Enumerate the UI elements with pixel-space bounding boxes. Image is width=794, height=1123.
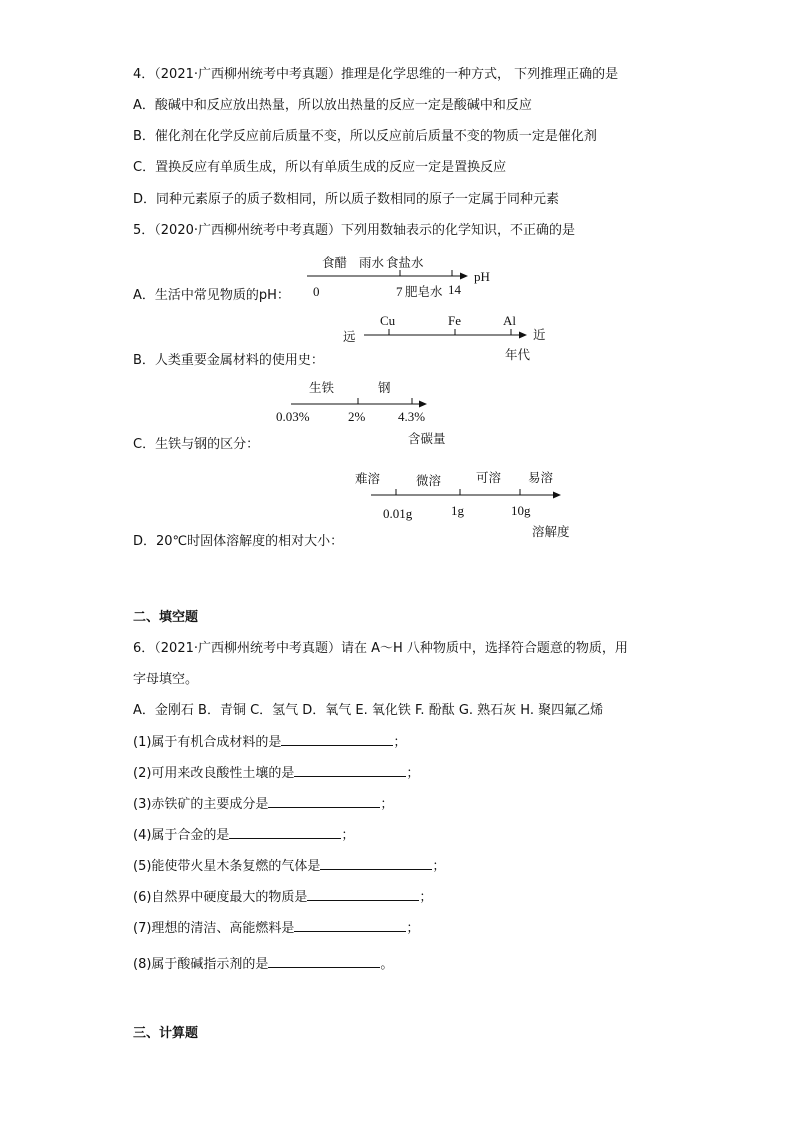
- q6-item: [133, 888, 432, 907]
- label-very-soluble: 易溶: [528, 470, 554, 485]
- q6-item-text: (7)理想的清洁、高能燃料是: [133, 921, 295, 936]
- label-slightly-soluble: 微溶: [416, 473, 442, 488]
- metal-cu: Cu: [380, 313, 396, 328]
- ph-label-rain: 雨水: [359, 255, 385, 270]
- q6-item-end: ；: [406, 921, 420, 936]
- q4-option-b: B．催化剂在化学反应前后质量不变，所以反应前后质量不变的物质一定是催化剂: [133, 129, 597, 144]
- answer-blank[interactable]: [307, 888, 419, 901]
- ph-label-saltwater: 食盐水: [386, 255, 424, 270]
- answer-blank[interactable]: [268, 795, 380, 808]
- history-caption: 年代: [505, 347, 531, 362]
- q6-item-end: ；: [432, 859, 446, 874]
- answer-blank[interactable]: [268, 955, 380, 968]
- q6-stem-line2: 字母填空。: [133, 672, 199, 687]
- q6-item: [133, 795, 393, 814]
- label-pig-iron: 生铁: [309, 380, 335, 395]
- ph-label-soapwater: 肥皂水: [405, 284, 443, 299]
- section-fill-in-title: 二、填空题: [133, 610, 199, 625]
- q5-stem: 5．（2020·广西柳州统考中考真题）下列用数轴表示的化学知识，不正确的是: [133, 223, 575, 238]
- label-soluble: 可溶: [476, 470, 502, 485]
- history-far: 远: [343, 329, 356, 344]
- q5-option-d: D．20℃时固体溶解度的相对大小：: [133, 534, 344, 549]
- answer-blank[interactable]: [229, 826, 341, 839]
- q6-item-text: (5)能使带火星木条复燃的气体是: [133, 859, 321, 874]
- section-calculation-title: 三、计算题: [133, 1026, 199, 1041]
- q6-item-text: (1)属于有机合成材料的是: [133, 735, 282, 750]
- q6-item: [133, 733, 406, 752]
- ph-label-vinegar: 食醋: [322, 255, 348, 270]
- solubility-tick-10: 10g: [511, 503, 531, 518]
- ph-tick-7: 7: [396, 284, 403, 299]
- q4-option-c: C．置换反应有单质生成，所以有单质生成的反应一定是置换反应: [133, 160, 507, 175]
- q4-stem: 4．（2021·广西柳州统考中考真题）推理是化学思维的一种方式， 下列推理正确的是: [133, 67, 619, 82]
- metal-al: Al: [503, 313, 516, 328]
- q6-item: [133, 919, 419, 938]
- q6-choices: A．金刚石 B．青铜 C．氢气 D．氧气 E. 氧化铁 F. 酚酞 G. 熟石灰 H. 聚四氟乙烯: [133, 703, 604, 718]
- q6-item-text: (4)属于合金的是: [133, 828, 230, 843]
- q6-item-text: (8)属于酸碱指示剂的是: [133, 957, 269, 972]
- label-steel: 钢: [378, 380, 391, 395]
- q6-item-end: ；: [393, 735, 407, 750]
- q6-item-text: (3)赤铁矿的主要成分是: [133, 797, 269, 812]
- history-near: 近: [533, 327, 546, 342]
- q6-item-end: ；: [419, 890, 433, 905]
- carbon-tick-43: 4.3%: [398, 409, 426, 424]
- q4-option-d: D．同种元素原子的质子数相同，所以质子数相同的原子一定属于同种元素: [133, 192, 560, 207]
- q6-item: [133, 764, 419, 783]
- solubility-tick-001: 0.01g: [383, 506, 413, 521]
- q6-stem-line1: 6．（2021·广西柳州统考中考真题）请在 A～H 八种物质中，选择符合题意的物质，用: [133, 641, 628, 656]
- metal-fe: Fe: [448, 313, 461, 328]
- q5-option-a: A．生活中常见物质的pH：: [133, 288, 290, 303]
- carbon-tick-2: 2%: [348, 409, 366, 424]
- carbon-tick-003: 0.03%: [276, 409, 310, 424]
- q5-option-c: C．生铁与钢的区分：: [133, 437, 260, 452]
- carbon-caption: 含碳量: [408, 431, 446, 446]
- q6-item: [133, 955, 393, 974]
- answer-blank[interactable]: [294, 919, 406, 932]
- ph-tick-0: 0: [313, 284, 320, 299]
- q6-item-end: 。: [380, 957, 394, 972]
- solubility-caption: 溶解度: [532, 524, 570, 539]
- ph-unit: pH: [474, 269, 490, 284]
- answer-blank[interactable]: [281, 733, 393, 746]
- q6-item-end: ；: [406, 766, 420, 781]
- q6-item-end: ；: [341, 828, 355, 843]
- q6-item: [133, 826, 354, 845]
- ph-tick-14: 14: [448, 282, 461, 297]
- q6-item-text: (2)可用来改良酸性土壤的是: [133, 766, 295, 781]
- answer-blank[interactable]: [320, 857, 432, 870]
- q4-option-a: A．酸碱中和反应放出热量，所以放出热量的反应一定是酸碱中和反应: [133, 98, 532, 113]
- q6-item: [133, 857, 445, 876]
- solubility-tick-1: 1g: [451, 503, 464, 518]
- answer-blank[interactable]: [294, 764, 406, 777]
- q6-item-text: (6)自然界中硬度最大的物质是: [133, 890, 308, 905]
- q6-item-end: ；: [380, 797, 394, 812]
- label-insoluble: 难溶: [355, 471, 381, 486]
- q5-option-b: B．人类重要金属材料的使用史：: [133, 353, 324, 368]
